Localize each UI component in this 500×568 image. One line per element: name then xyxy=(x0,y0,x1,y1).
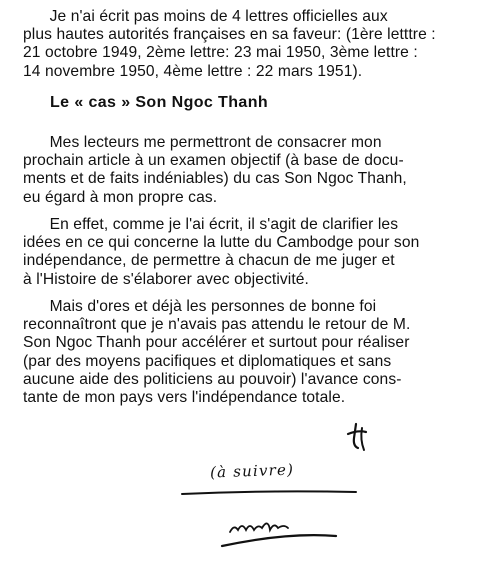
intro-paragraph xyxy=(23,8,483,81)
text-line: tante de mon pays vers l'indépendance totale. xyxy=(23,389,346,407)
text-line: plus hautes autorités françaises en sa faveur: (1ère letttre : xyxy=(23,26,436,44)
text-line: Mais d'ores et déjà les personnes de bonne foi xyxy=(23,298,377,315)
to-be-continued-note: (à suivre) xyxy=(209,460,295,482)
text-line: idées en ce qui concerne la lutte du Cambodge pour son xyxy=(23,234,420,252)
text-line: En effet, comme je l'ai écrit, il s'agit de clarifier les xyxy=(23,216,399,233)
text-line: aucune aide des politiciens au pouvoir) l'avance cons- xyxy=(23,370,402,388)
text-line: (par des moyens pacifiques et diplomatiques et sans xyxy=(23,352,392,370)
paragraph-readers xyxy=(23,134,483,207)
text-line: reconnaîtront que je n'avais pas attendu le retour de M. xyxy=(23,316,411,334)
text-line: Je n'ai écrit pas moins de 4 lettres officielles aux xyxy=(23,8,388,25)
paragraph-conclusion xyxy=(23,298,483,407)
text-line: eu égard à mon propre cas. xyxy=(23,188,218,206)
signature-icon xyxy=(178,488,368,558)
section-heading: Le « cas » Son Ngoc Thanh xyxy=(50,94,269,111)
text-line: Son Ngoc Thanh pour accélérer et surtout pour réaliser xyxy=(23,334,410,352)
text-line: Mes lecteurs me permettront de consacrer mon xyxy=(23,134,382,151)
text-line: indépendance, de permettre à chacun de me juger et xyxy=(23,252,395,270)
text-line: à l'Histoire de s'élaborer avec objectivité. xyxy=(23,270,309,288)
text-line: 14 novembre 1950, 4ème lettre : 22 mars 1951). xyxy=(23,62,363,80)
text-line: prochain article à un examen objectif (à base de docu- xyxy=(23,152,404,170)
paragraph-clarify xyxy=(23,216,483,289)
handwritten-mark-icon xyxy=(340,420,380,460)
text-line: 21 octobre 1949, 2ème lettre: 23 mai 1950, 3ème lettre : xyxy=(23,44,418,62)
text-line: ments et de faits indéniables) du cas Son Ngoc Thanh, xyxy=(23,170,407,188)
